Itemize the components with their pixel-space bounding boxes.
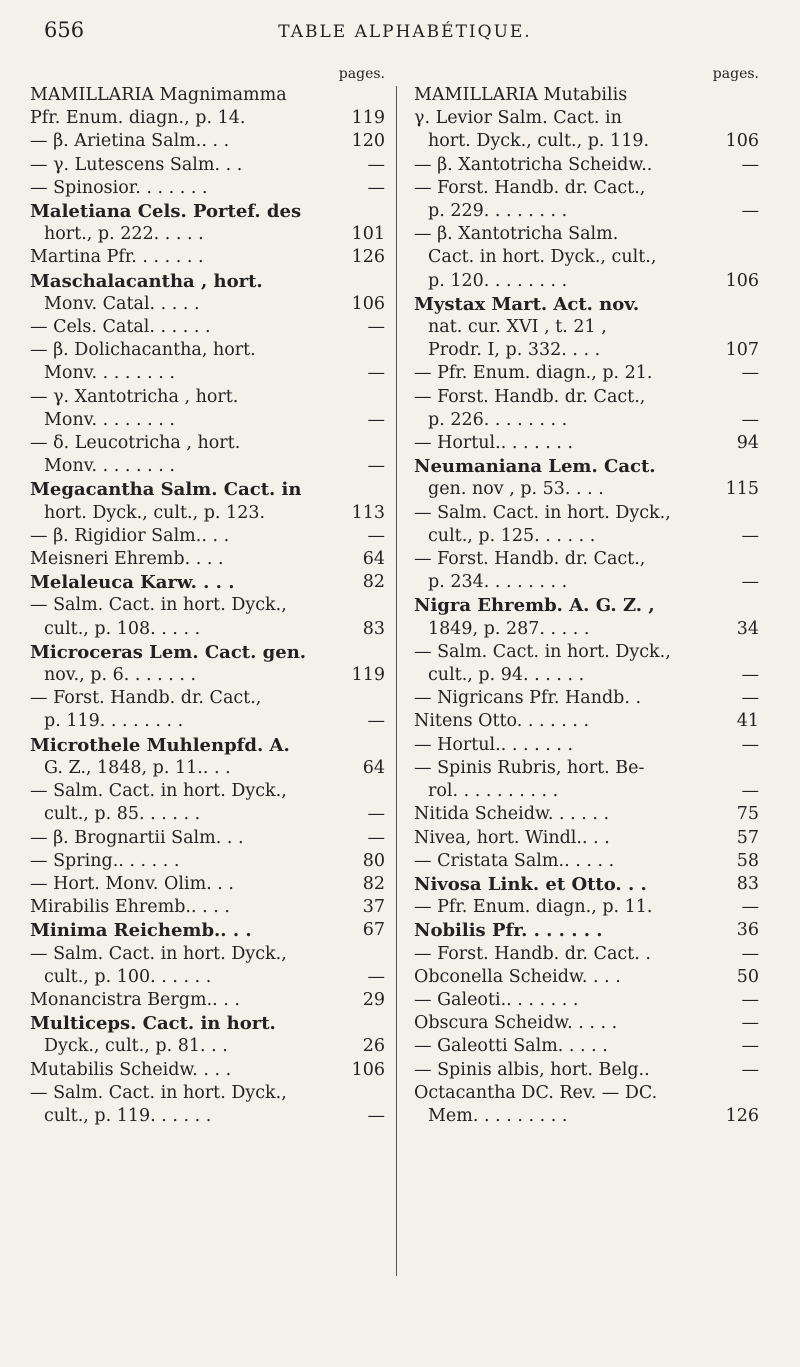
index-entry	[414, 107, 759, 153]
index-entry	[414, 919, 759, 942]
index-entry	[30, 432, 385, 478]
entry-text: cult., p. 100. . . . . .	[44, 966, 212, 987]
entry-text: Neumaniana Lem. Cact.	[414, 456, 656, 478]
entry-text: Monv. . . . . . . .	[44, 363, 175, 384]
index-entry	[414, 896, 759, 919]
index-entry	[30, 107, 385, 130]
page-ref: —	[741, 1013, 759, 1034]
index-entry	[414, 827, 759, 850]
index-entry	[30, 84, 385, 107]
entry-text: — Pfr. Enum. diagn., p. 11.	[414, 897, 653, 918]
running-title: TABLE ALPHABÉTIQUE.	[278, 22, 532, 42]
entry-text: — Salm. Cact. in hort. Dyck.,	[414, 502, 671, 523]
entry-text: — β. Rigidior Salm.. . .	[30, 525, 230, 546]
page-ref: —	[741, 1059, 759, 1080]
entry-text: p. 226. . . . . . . .	[428, 409, 568, 430]
entry-text: — Hort. Monv. Olim. . .	[30, 873, 234, 894]
entry-text: Nitida Scheidw. . . . . .	[414, 804, 610, 825]
index-entry	[30, 1012, 385, 1058]
entry-text: Monancistra Bergm.. . .	[30, 989, 240, 1010]
page-ref: —	[741, 781, 759, 802]
page-ref: —	[367, 1105, 385, 1126]
index-entry	[414, 293, 759, 363]
index-entry	[30, 827, 385, 850]
index-entry	[30, 200, 385, 246]
index-entry	[414, 850, 759, 873]
index-entry	[414, 641, 759, 687]
index-entry	[30, 339, 385, 385]
index-entry	[30, 177, 385, 200]
entry-text: Monv. . . . . . . .	[44, 409, 175, 430]
entry-text: Obscura Scheidw. . . . .	[414, 1013, 618, 1034]
entry-text: p. 229. . . . . . . .	[428, 201, 568, 222]
index-entry	[414, 803, 759, 826]
entry-text: — Salm. Cact. in hort. Dyck.,	[414, 641, 671, 662]
entry-text: p. 119. . . . . . . .	[44, 711, 184, 732]
entry-text: Maschalacantha , hort.	[30, 270, 263, 292]
entry-text: Nigra Ehremb. A. G. Z. ,	[414, 595, 655, 617]
entry-text: — Forst. Handb. dr. Cact.,	[414, 386, 646, 407]
entry-text: rol. . . . . . . . . .	[428, 781, 559, 802]
entry-text: Multiceps. Cact. in hort.	[30, 1013, 276, 1035]
page-ref: —	[741, 1036, 759, 1057]
page-ref: —	[741, 943, 759, 964]
entry-text: — γ. Xantotricha , hort.	[30, 386, 239, 407]
index-entry	[414, 943, 759, 966]
entry-text: 1849, p. 287. . . . .	[428, 618, 590, 639]
entry-text: — Pfr. Enum. diagn., p. 21.	[414, 363, 653, 384]
page-ref: —	[367, 966, 385, 987]
entry-text: — Salm. Cact. in hort. Dyck.,	[30, 1082, 287, 1103]
entry-text: Mirabilis Ehremb.. . . .	[30, 897, 230, 918]
page-ref: 36	[736, 920, 759, 941]
entry-text: Martina Pfr. . . . . . .	[30, 247, 204, 268]
entry-text: Cact. in hort. Dyck., cult.,	[428, 247, 657, 268]
entry-text: Mem. . . . . . . . .	[428, 1105, 568, 1126]
index-entry	[414, 177, 759, 223]
index-entry	[30, 478, 385, 524]
index-entry	[30, 246, 385, 269]
entry-text: — Salm. Cact. in hort. Dyck.,	[30, 781, 287, 802]
index-entry	[414, 84, 759, 107]
entry-text: Melaleuca Karw. . . .	[30, 572, 235, 594]
index-entry	[30, 943, 385, 989]
page-ref: 29	[362, 989, 385, 1010]
entry-text: Meisneri Ehremb. . . .	[30, 549, 224, 570]
entry-text: Nitens Otto. . . . . . .	[414, 711, 590, 732]
page-ref: —	[367, 711, 385, 732]
page-ref: 58	[736, 850, 759, 871]
entry-text: cult., p. 108. . . . .	[44, 618, 201, 639]
entry-text: cult., p. 125. . . . . .	[428, 525, 596, 546]
page-ref: —	[741, 201, 759, 222]
pages-label: pages.	[338, 66, 385, 82]
page-ref: 34	[736, 618, 759, 639]
entry-text: Monv. Catal. . . . .	[44, 293, 200, 314]
page-ref: 106	[351, 293, 385, 314]
entry-text: — Hortul.. . . . . . .	[414, 734, 574, 755]
entry-text: — δ. Leucotricha , hort.	[30, 433, 241, 454]
entry-text: Obconella Scheidw. . . .	[414, 966, 621, 987]
index-entry	[30, 386, 385, 432]
entry-text: G. Z., 1848, p. 11.. . .	[44, 757, 231, 778]
entry-text: — Forst. Handb. dr. Cact.,	[414, 549, 646, 570]
index-entry	[30, 919, 385, 942]
page-ref: 64	[362, 549, 385, 570]
index-entry	[414, 873, 759, 896]
page-ref: 120	[351, 131, 385, 152]
entry-text: Prodr. I, p. 332. . . .	[428, 340, 601, 361]
page-number: 656	[44, 18, 85, 42]
index-entry	[30, 989, 385, 1012]
entry-text: MAMILLARIA Magnimamma	[30, 85, 287, 105]
index-entry	[30, 850, 385, 873]
index-entry	[30, 525, 385, 548]
entry-text: — Forst. Handb. dr. Cact. .	[414, 943, 651, 964]
page-ref: —	[367, 456, 385, 477]
index-entry	[414, 710, 759, 733]
page-ref: 119	[351, 108, 385, 129]
index-entry	[414, 154, 759, 177]
entry-text: Maletiana Cels. Portef. des	[30, 201, 302, 223]
entry-text: — Hortul.. . . . . . .	[414, 433, 574, 454]
index-entry	[30, 130, 385, 153]
page-ref: —	[367, 154, 385, 175]
page-ref: —	[741, 989, 759, 1010]
entry-text: — Spinosior. . . . . . .	[30, 177, 208, 198]
entry-text: — γ. Lutescens Salm. . .	[30, 154, 243, 175]
index-entry	[30, 1082, 385, 1128]
index-entry	[414, 757, 759, 803]
entry-text: γ. Levior Salm. Cact. in	[414, 108, 622, 129]
index-entry	[414, 687, 759, 710]
page-ref: —	[367, 363, 385, 384]
index-entry	[30, 896, 385, 919]
index-entry	[414, 1082, 759, 1128]
entry-text: — Salm. Cact. in hort. Dyck.,	[30, 595, 287, 616]
entry-text: Microthele Muhlenpfd. A.	[30, 734, 290, 756]
entry-text: p. 234. . . . . . . .	[428, 572, 568, 593]
entry-text: Mutabilis Scheidw. . . .	[30, 1059, 232, 1080]
entry-text: Nivosa Link. et Otto. . .	[414, 873, 647, 895]
entry-text: nov., p. 6. . . . . . .	[44, 665, 197, 686]
index-entry	[30, 641, 385, 687]
entry-text: hort. Dyck., cult., p. 119.	[428, 131, 650, 152]
index-entry	[30, 780, 385, 826]
entry-text: Mystax Mart. Act. nov.	[414, 293, 640, 315]
entry-text: cult., p. 85. . . . . .	[44, 804, 201, 825]
page-ref: —	[367, 317, 385, 338]
index-entry	[30, 594, 385, 640]
page-ref: 41	[736, 711, 759, 732]
index-entry	[414, 548, 759, 594]
page-ref: 126	[725, 1105, 759, 1126]
page-header	[30, 14, 780, 44]
page-ref: —	[367, 827, 385, 848]
entry-text: — Spinis albis, hort. Belg..	[414, 1059, 650, 1080]
entry-text: Minima Reichemb.. . .	[30, 920, 252, 942]
entry-text: — β. Dolichacantha, hort.	[30, 340, 256, 361]
entry-text: Nobilis Pfr. . . . . . .	[414, 920, 603, 942]
index-entry	[30, 873, 385, 896]
index-entry	[30, 734, 385, 780]
index-entry	[30, 571, 385, 594]
entry-text: cult., p. 119. . . . . .	[44, 1105, 212, 1126]
entry-text: — Spring.. . . . . .	[30, 850, 180, 871]
entry-text: hort. Dyck., cult., p. 123.	[44, 502, 266, 523]
page-ref: 106	[351, 1059, 385, 1080]
entry-text: — Forst. Handb. dr. Cact.,	[30, 688, 262, 709]
entry-text: cult., p. 94. . . . . .	[428, 665, 585, 686]
page-ref: 82	[362, 572, 385, 593]
page-ref: —	[741, 154, 759, 175]
column-divider	[396, 86, 397, 1276]
page-ref: —	[367, 177, 385, 198]
entry-text: — Forst. Handb. dr. Cact.,	[414, 177, 646, 198]
page-ref	[351, 84, 385, 107]
entry-text: Microceras Lem. Cact. gen.	[30, 641, 307, 663]
entry-text: Octacantha DC. Rev. — DC.	[414, 1082, 658, 1103]
page-ref: 75	[736, 804, 759, 825]
index-entry	[414, 362, 759, 385]
index-entry	[30, 270, 385, 316]
page-ref: 107	[725, 340, 759, 361]
entry-text: hort., p. 222. . . . .	[44, 224, 204, 245]
entry-text: — β. Xantotricha Scheidw..	[414, 154, 653, 175]
page-ref: 119	[351, 665, 385, 686]
page-ref: 126	[351, 247, 385, 268]
page-ref: —	[741, 665, 759, 686]
page-ref: —	[741, 409, 759, 430]
page-ref: 83	[362, 618, 385, 639]
index-entry	[30, 548, 385, 571]
entry-text: — Nigricans Pfr. Handb. .	[414, 688, 642, 709]
entry-text: — Galeotti Salm. . . . .	[414, 1036, 608, 1057]
page-ref: 80	[362, 850, 385, 871]
page-ref: —	[741, 572, 759, 593]
page-ref: 94	[736, 433, 759, 454]
entry-text: Nivea, hort. Windl.. . .	[414, 827, 610, 848]
page-ref: —	[741, 897, 759, 918]
index-entry	[414, 1059, 759, 1082]
page-ref: 67	[362, 920, 385, 941]
entry-text: — β. Brognartii Salm. . .	[30, 827, 244, 848]
index-entry	[414, 989, 759, 1012]
page-ref: 37	[362, 897, 385, 918]
entry-text: — Galeoti.. . . . . . .	[414, 989, 579, 1010]
entry-text: — Cristata Salm.. . . . .	[414, 850, 615, 871]
page-ref: 57	[736, 827, 759, 848]
entry-text: — β. Xantotricha Salm.	[414, 224, 619, 245]
page-ref: 101	[351, 224, 385, 245]
page-ref: 115	[725, 479, 759, 500]
index-entry	[30, 687, 385, 733]
index-entry	[414, 1035, 759, 1058]
entry-text: Dyck., cult., p. 81. . .	[44, 1036, 228, 1057]
page-ref: 83	[736, 873, 759, 894]
page-ref: —	[741, 525, 759, 546]
entry-text: — Salm. Cact. in hort. Dyck.,	[30, 943, 287, 964]
page-ref: 106	[725, 270, 759, 291]
index-entry	[414, 734, 759, 757]
entry-text: gen. nov , p. 53. . . .	[428, 479, 604, 500]
page-ref: —	[367, 525, 385, 546]
index-entry	[414, 966, 759, 989]
index-entry	[414, 223, 759, 293]
entry-text: MAMILLARIA Mutabilis	[414, 85, 628, 105]
entry-text: Pfr. Enum. diagn., p. 14.	[30, 108, 246, 129]
index-entry	[414, 594, 759, 640]
left-column	[30, 66, 385, 1128]
page-ref: 64	[362, 757, 385, 778]
page-ref: 82	[362, 873, 385, 894]
index-entry	[414, 386, 759, 432]
index-entry	[414, 502, 759, 548]
entry-text: — β. Arietina Salm.. . .	[30, 131, 230, 152]
page-ref: —	[367, 409, 385, 430]
page-ref: 26	[362, 1036, 385, 1057]
index-entry	[30, 316, 385, 339]
index-entry	[414, 1012, 759, 1035]
page-ref: —	[741, 734, 759, 755]
entry-text: Monv. . . . . . . .	[44, 456, 175, 477]
right-column	[414, 66, 759, 1128]
index-entry	[30, 154, 385, 177]
page-ref: —	[741, 688, 759, 709]
page-ref: 50	[736, 966, 759, 987]
entry-text: Megacantha Salm. Cact. in	[30, 479, 302, 501]
pages-label: pages.	[712, 66, 759, 82]
page-ref: —	[741, 363, 759, 384]
entry-text: — Cels. Catal. . . . . .	[30, 317, 211, 338]
page-ref: 106	[725, 131, 759, 152]
entry-text: nat. cur. XVI , t. 21 ,	[428, 317, 607, 338]
index-entry	[414, 432, 759, 455]
page-ref: 113	[351, 502, 385, 523]
index-entry	[414, 455, 759, 501]
entry-text: — Spinis Rubris, hort. Be-	[414, 757, 645, 778]
index-entry	[30, 1059, 385, 1082]
page-ref: —	[367, 804, 385, 825]
entry-text: p. 120. . . . . . . .	[428, 270, 568, 291]
page-ref	[725, 84, 759, 107]
